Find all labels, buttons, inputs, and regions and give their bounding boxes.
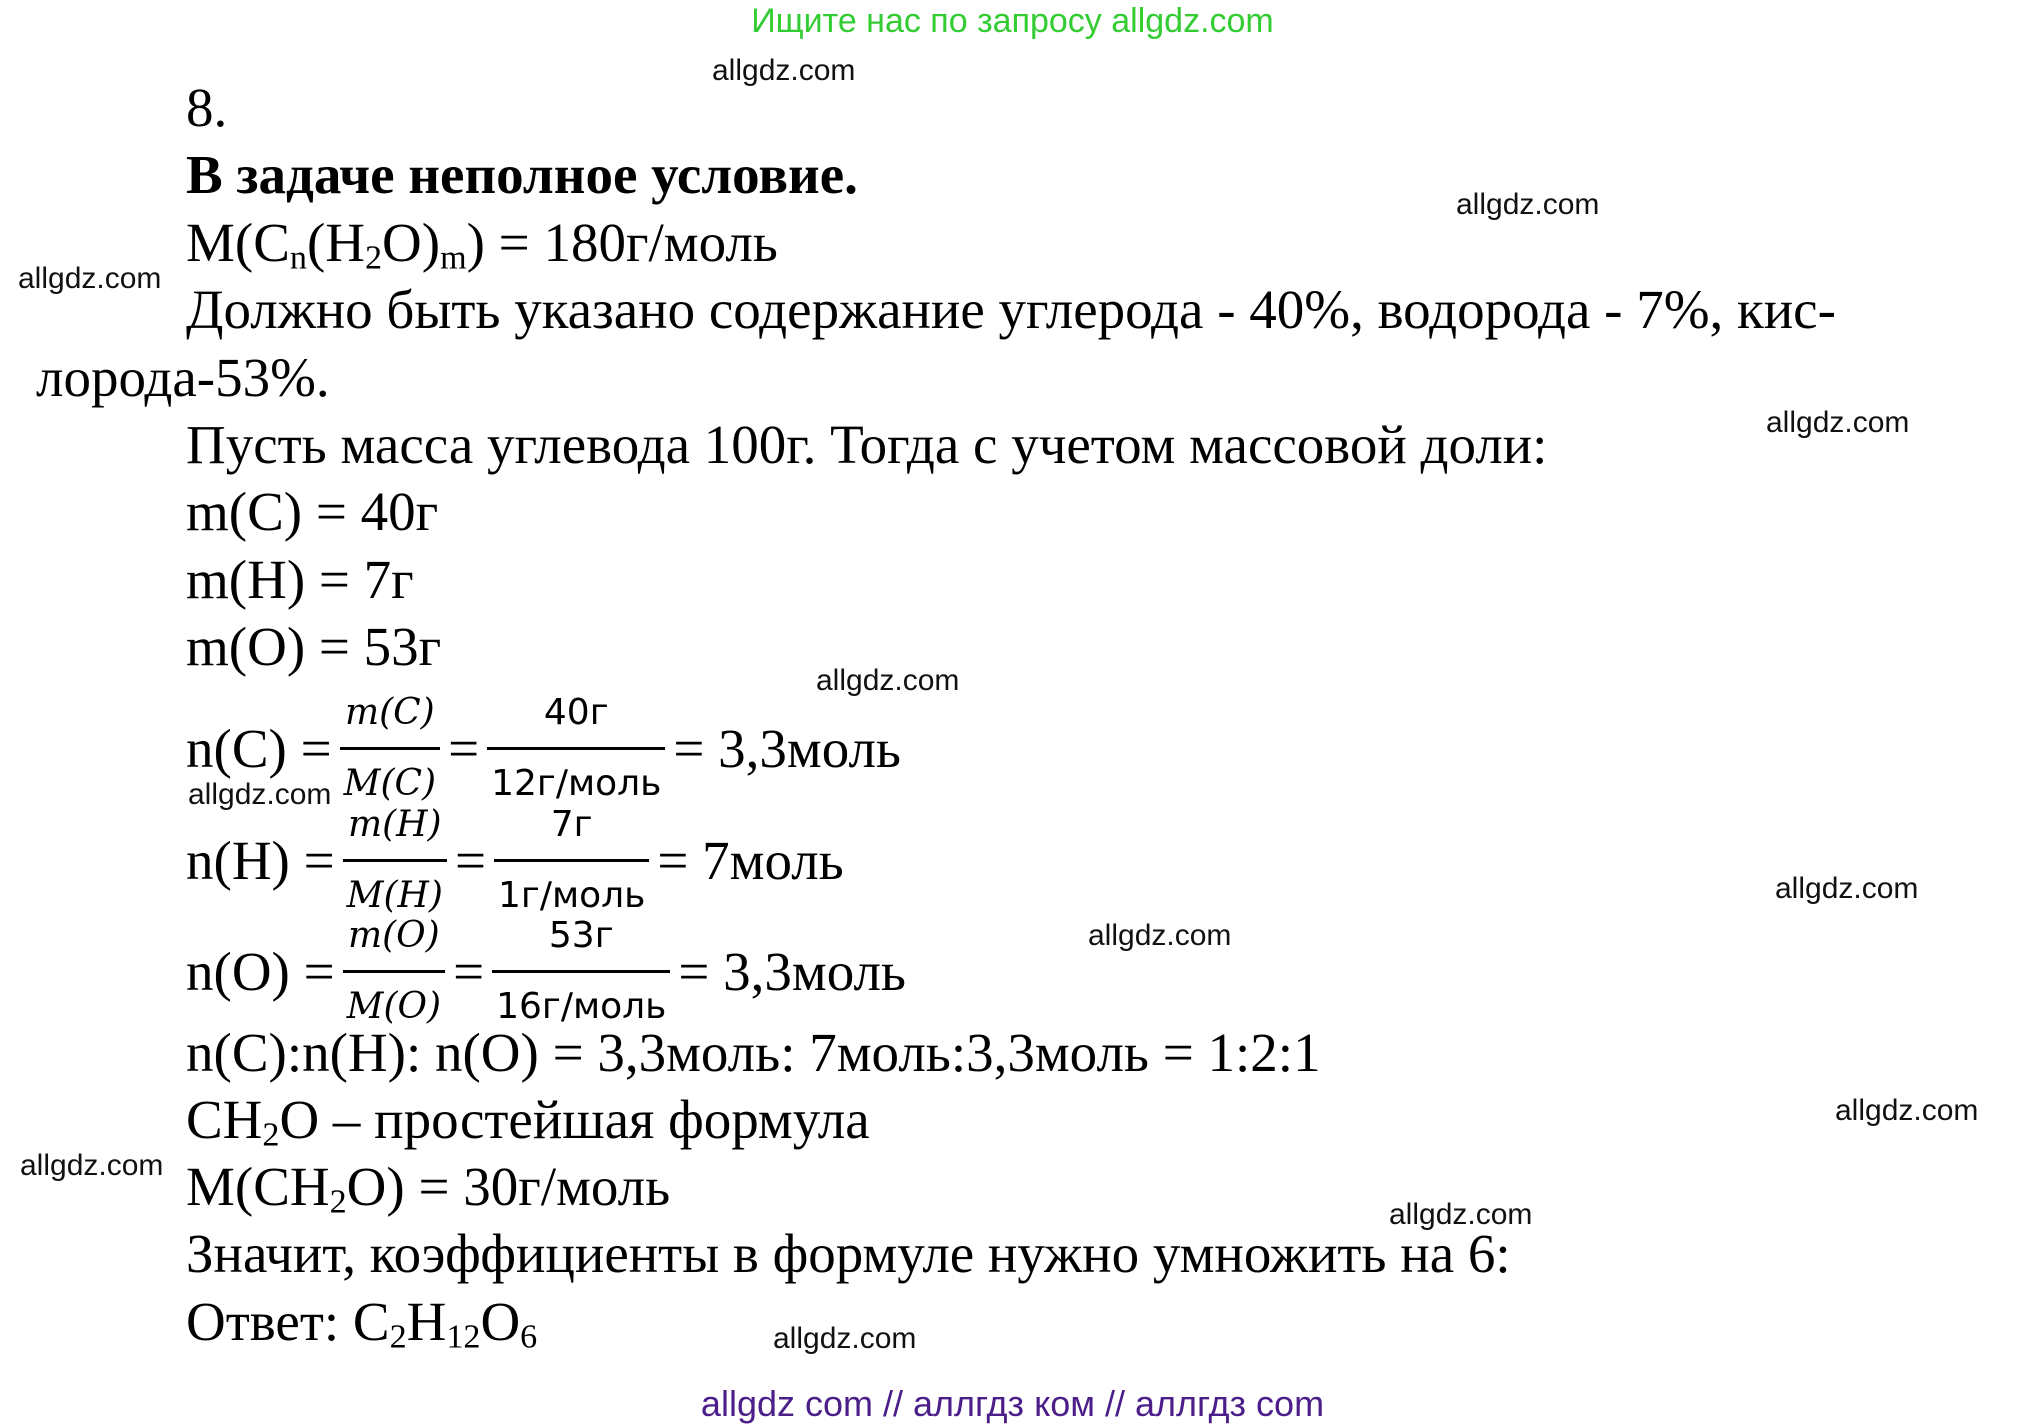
fraction-values-c: $\frac{40г}{\text{12г/моль}}$	[487, 683, 665, 814]
footer-links[interactable]: allgdz com // аллгдз ком // аллгдз com	[700, 1383, 1325, 1424]
final-answer: Ответ: $C_2H_{12}O_6$	[186, 1291, 538, 1356]
problem-heading: В задаче неполное условие.	[186, 144, 858, 205]
moles-hydrogen-equation: n(H) = $\frac{m(H)}{M(H)}$ = $\frac{7г}{\text{1г/моль}}$ = 7моль	[186, 795, 844, 926]
watermark: allgdz.com	[773, 1322, 917, 1355]
multiply-note: Значит, коэффициенты в формуле нужно умножить на 6:	[186, 1223, 1511, 1284]
watermark: allgdz.com	[20, 1149, 164, 1182]
watermark: allgdz.com	[1456, 188, 1600, 221]
watermark: allgdz.com	[188, 778, 332, 811]
watermark: allgdz.com	[816, 664, 960, 697]
watermark: allgdz.com	[1775, 872, 1919, 905]
watermark: allgdz.com	[712, 54, 856, 87]
watermark: allgdz.com	[1088, 919, 1232, 952]
watermark: allgdz.com	[18, 262, 162, 295]
simplest-formula: $CH_2O$ – простейшая формула	[186, 1089, 870, 1154]
watermark: allgdz.com	[1389, 1198, 1533, 1231]
assumption-text: Пусть масса углевода 100г. Тогда с учетом массовой доли:	[186, 414, 1548, 475]
watermark: allgdz.com	[1766, 406, 1910, 439]
moles-carbon-equation: n(C) = $\frac{m(C)}{M(C)}$ = $\frac{40г}{\text{12г/моль}}$ = 3,3моль	[186, 683, 901, 814]
condition-note-line1: Должно быть указано содержание углерода - 40%, водорода - 7%, кис-	[186, 279, 1836, 340]
fraction-mass-over-molar-o: $\frac{m(O)}{M(O)}$	[343, 906, 445, 1037]
moles-oxygen-equation: n(O) = $\frac{m(O)}{M(O)}$ = $\frac{53г}{\text{16г/моль}}$ = 3,3моль	[186, 906, 906, 1037]
given-molar-mass: $M(C_n(H_2O)_m)$ = 180г/моль	[186, 212, 778, 277]
fraction-values-h: $\frac{7г}{\text{1г/моль}}$	[494, 795, 649, 926]
problem-number: 8.	[186, 77, 228, 138]
search-hint-banner[interactable]: Ищите нас по запросу allgdz.com	[751, 2, 1274, 40]
mass-hydrogen: m(H) = 7г	[186, 549, 414, 610]
condition-note-line2: лорода-53%.	[36, 347, 330, 408]
watermark: allgdz.com	[1835, 1094, 1979, 1127]
fraction-mass-over-molar-h: $\frac{m(H)}{M(H)}$	[343, 795, 447, 926]
mole-ratio: n(C):n(H): n(O) = 3,3моль: 7моль:3,3моль = 1:2:1	[186, 1022, 1321, 1083]
fraction-values-o: $\frac{53г}{\text{16г/моль}}$	[492, 906, 670, 1037]
fraction-mass-over-molar-c: $\frac{m(C)}{M(C)}$	[340, 683, 441, 814]
mass-carbon: m(C) = 40г	[186, 481, 439, 542]
mass-oxygen: m(O) = 53г	[186, 616, 442, 677]
simplest-molar-mass: $M(CH_2O)$ = 30г/моль	[186, 1156, 671, 1221]
